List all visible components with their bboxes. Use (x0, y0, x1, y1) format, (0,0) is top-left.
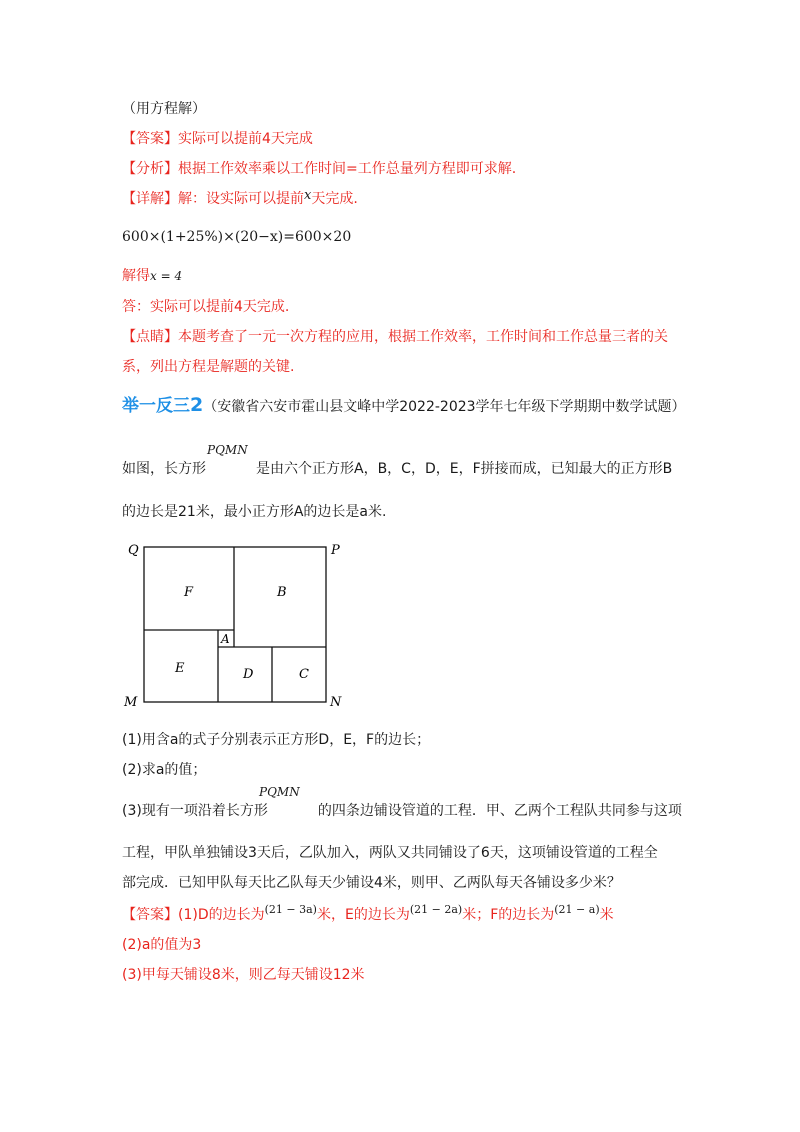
detail-tag: 【详解】 (122, 191, 178, 207)
answer-tag: 【答案】 (122, 131, 178, 147)
detail-text-a: 解：设实际可以提前 (178, 191, 304, 207)
square-label-a: A (221, 632, 230, 646)
stem-line-1 (122, 459, 672, 479)
a1-f-expr: (21 − a) (554, 903, 600, 916)
analysis-text: 根据工作效率乘以工作时间=工作总量列方程即可求解. (178, 161, 517, 177)
analysis-line (122, 159, 516, 179)
square-label-b: B (277, 585, 287, 600)
answer-text: 实际可以提前4天完成 (178, 131, 313, 147)
question-2: (2)求a的值； (122, 762, 207, 778)
corner-label-m: M (124, 695, 138, 708)
a1-a: (1)D的边长为 (178, 907, 265, 923)
a1-b: 米，E的边长为 (316, 907, 410, 923)
a1-e-expr: (21 − 2a) (409, 903, 463, 916)
example-number: 2 (190, 394, 204, 416)
reply-line: 答：实际可以提前4天完成. (122, 299, 290, 315)
rect-name-label: PQMN (207, 443, 248, 457)
solve-result: x = 4 (150, 269, 183, 283)
corner-label-p: P (331, 543, 340, 558)
question-3-line-2: 工程，甲队单独铺设3天后，乙队加入，两队又共同铺设了6天，这项铺设管道的工程全 (122, 845, 658, 861)
detail-text-b: 天完成. (311, 191, 358, 207)
comment-line-2: 系，列出方程是解题的关键. (122, 359, 295, 375)
question-1: (1)用含a的式子分别表示正方形D，E，F的边长； (122, 732, 431, 748)
solve-line (122, 266, 182, 286)
rect-name-label-2: PQMN (259, 785, 300, 799)
answer-line-1 (122, 129, 313, 149)
comment-tag: 【点睛】 (122, 329, 178, 345)
comment-text-1: 本题考查了一元一次方程的应用，根据工作效率，工作时间和工作总量三者的关 (178, 329, 668, 345)
question-3-line-1 (122, 801, 682, 821)
corner-label-q: Q (128, 543, 139, 558)
detail-line (122, 189, 358, 210)
answer2-tag: 【答案】 (122, 907, 178, 923)
answer2-line-2: (2)a的值为3 (122, 937, 202, 953)
equation: 600×(1+25%)×(20−x)=600×20 (122, 229, 352, 245)
stem-a: 如图，长方形 (122, 461, 206, 477)
square-label-e: E (175, 661, 185, 676)
example-source: （安徽省六安市霍山县文峰中学2022-2023学年七年级下学期期中数学试题） (203, 399, 686, 415)
square-label-f: F (184, 585, 194, 600)
question-3-line-3: 部完成．已知甲队每天比乙队每天少铺设4米，则甲、乙两队每天各铺设多少米？ (122, 875, 621, 891)
corner-label-n: N (330, 695, 342, 708)
stem-line-2: 的边长是21米，最小正方形A的边长是a米. (122, 504, 387, 520)
a1-d-expr: (21 − 3a) (264, 903, 317, 916)
analysis-tag: 【分析】 (122, 161, 178, 177)
squares-figure (120, 536, 350, 708)
solve-label: 解得 (122, 268, 150, 284)
stem-b: 是由六个正方形A，B，C，D，E，F拼接而成，已知最大的正方形B (256, 461, 673, 477)
answer2-line-1 (122, 905, 614, 926)
q3-a: (3)现有一项沿着长方形 (122, 803, 268, 819)
answer2-line-3: (3)甲每天铺设8米，则乙每天铺设12米 (122, 967, 365, 983)
example-title-line (122, 395, 686, 417)
detail-var: x (304, 188, 312, 203)
q3-b: 的四条边铺设管道的工程．甲、乙两个工程队共同参与这项 (317, 803, 682, 819)
method-hint: （用方程解） (122, 101, 206, 117)
a1-c: 米；F的边长为 (462, 907, 555, 923)
example-title: 举一反三 (122, 396, 190, 416)
square-label-d: D (243, 667, 254, 682)
square-label-c: C (299, 667, 309, 682)
a1-d2: 米 (599, 907, 614, 923)
comment-line-1 (122, 327, 668, 347)
